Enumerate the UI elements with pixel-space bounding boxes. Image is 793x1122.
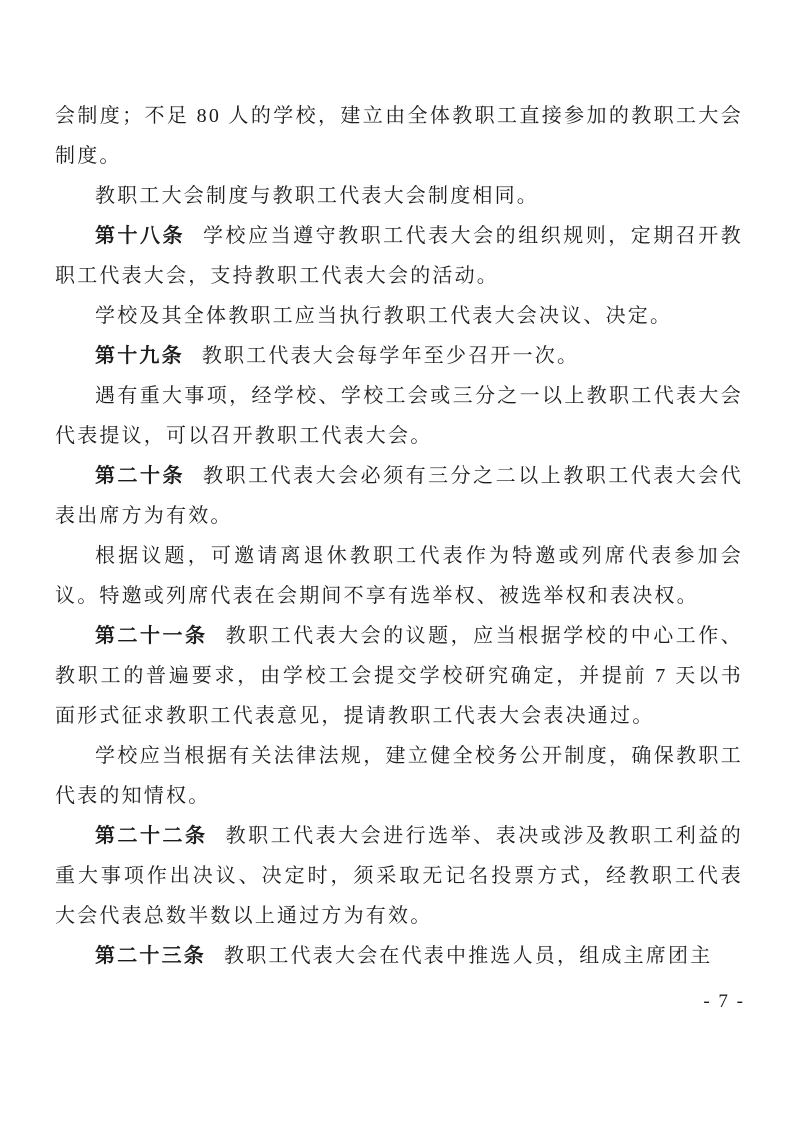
document-body [55,96,743,976]
paragraph [55,336,743,376]
paragraph [55,616,743,736]
paragraph-text: 学校及其全体教职工应当执行教职工代表大会决议、决定。 [95,305,673,327]
article-number: 第二十三条 [95,945,206,967]
paragraph-text: 教职工代表大会的议题，应当根据学校的中心工作、教职工的普遍要求，由学校工会提交学校研究确定，并提前 7 天以书面形式征求教职工代表意见，提请教职工代表大会表决通过。 [55,625,743,727]
paragraph-text: 学校应当遵守教职工代表大会的组织规则，定期召开教职工代表大会，支持教职工代表大会的活动。 [55,225,743,287]
paragraph [55,296,743,336]
paragraph-text: 学校应当根据有关法律法规，建立健全校务公开制度，确保教职工代表的知情权。 [55,745,743,807]
paragraph [55,816,743,936]
paragraph-text: 教职工代表大会必须有三分之二以上教职工代表大会代表出席方为有效。 [55,465,743,527]
paragraph [55,216,743,296]
article-number: 第二十二条 [95,825,208,847]
paragraph [55,376,743,456]
paragraph [55,456,743,536]
paragraph-text: 教职工代表大会在代表中推选人员，组成主席团主 [224,945,713,967]
paragraph-text: 遇有重大事项，经学校、学校工会或三分之一以上教职工代表大会代表提议，可以召开教职工代表大会。 [55,385,743,447]
paragraph [55,96,743,176]
paragraph [55,176,743,216]
paragraph-text: 根据议题，可邀请离退休教职工代表作为特邀或列席代表参加会议。特邀或列席代表在会期间不享有选举权、被选举权和表决权。 [55,545,743,607]
paragraph [55,736,743,816]
paragraph-text: 会制度；不足 80 人的学校，建立由全体教职工直接参加的教职工大会制度。 [55,105,743,167]
paragraph-text: 教职工代表大会每学年至少召开一次。 [201,345,580,367]
paragraph-text: 教职工代表大会进行选举、表决或涉及教职工利益的重大事项作出决议、决定时，须采取无记名投票方式，经教职工代表大会代表总数半数以上通过方为有效。 [55,825,743,927]
article-number: 第十九条 [95,345,184,367]
paragraph-text: 教职工大会制度与教职工代表大会制度相同。 [95,185,539,207]
article-number: 第二十一条 [95,625,208,647]
paragraph [55,536,743,616]
article-number: 第十八条 [95,225,186,247]
paragraph [55,936,743,976]
page-number: - 7 - [703,991,745,1012]
article-number: 第二十条 [95,465,186,487]
